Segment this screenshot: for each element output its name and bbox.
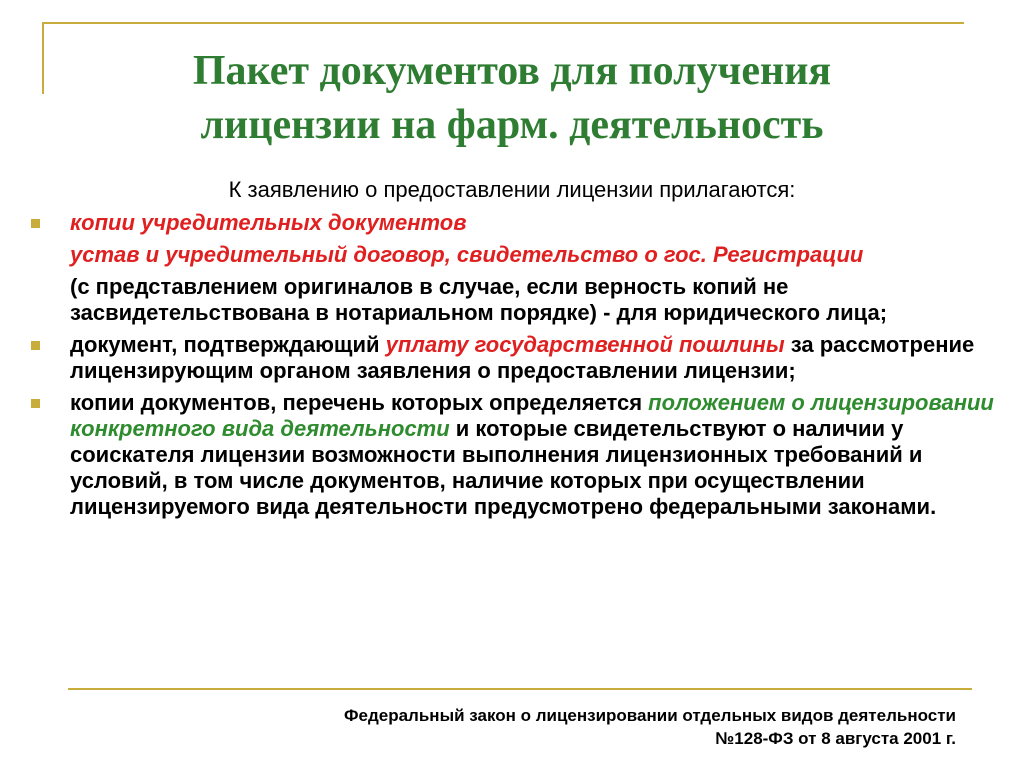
- footer-line-2: №128-ФЗ от 8 августа 2001 г.: [715, 729, 956, 748]
- frame-top-rule: [42, 22, 964, 24]
- list-item-state-fee: [0, 332, 1024, 384]
- list-item-activity-docs: [0, 390, 1024, 520]
- bullet-icon: [31, 399, 40, 408]
- document-list: [0, 210, 1024, 526]
- frame-left-rule: [42, 22, 44, 94]
- item-highlight: устав и учредительный договор, свидетельство о гос. Регистрации: [70, 242, 864, 267]
- intro-text: К заявлению о предоставлении лицензии прилагаются:: [228, 177, 796, 202]
- item-highlight: уплату государственной пошлины: [385, 332, 785, 357]
- item-text-before: документ, подтверждающий: [70, 332, 386, 357]
- item-highlight: положением о лицензировании конкретного вида деятельности: [70, 390, 994, 441]
- item-highlight: копии учредительных документов: [70, 210, 467, 235]
- list-item-founding-docs-detail: [0, 242, 1024, 268]
- footer-line-1: Федеральный закон о лицензировании отдельных видов деятельности: [344, 706, 956, 725]
- bullet-icon: [31, 219, 40, 228]
- bullet-icon: [31, 341, 40, 350]
- list-item-founding-docs: [0, 210, 1024, 236]
- item-text-before: копии документов, перечень которых определяется: [70, 390, 649, 415]
- footer-citation: [344, 704, 956, 750]
- item-text: (с представлением оригиналов в случае, если верность копий не засвидетельствована в нотариальном порядке) - для юридического лица;: [70, 274, 888, 325]
- item-text-after: и которые свидетельствуют о наличии у соискателя лицензии возможности выполнения лицензионных требований и условий, в том числе документов, наличие которых при осуществлении лицензируемого вида деятельности предусмотрено федеральными законами.: [70, 416, 937, 519]
- list-item-originals-note: [0, 274, 1024, 326]
- page-title: [60, 44, 964, 152]
- title-line-2: лицензии на фарм. деятельность: [200, 102, 824, 148]
- title-line-1: Пакет документов для получения: [192, 48, 832, 94]
- bottom-divider: [68, 688, 972, 690]
- item-text-after: за рассмотрение лицензирующим органом заявления о предоставлении лицензии;: [70, 332, 975, 383]
